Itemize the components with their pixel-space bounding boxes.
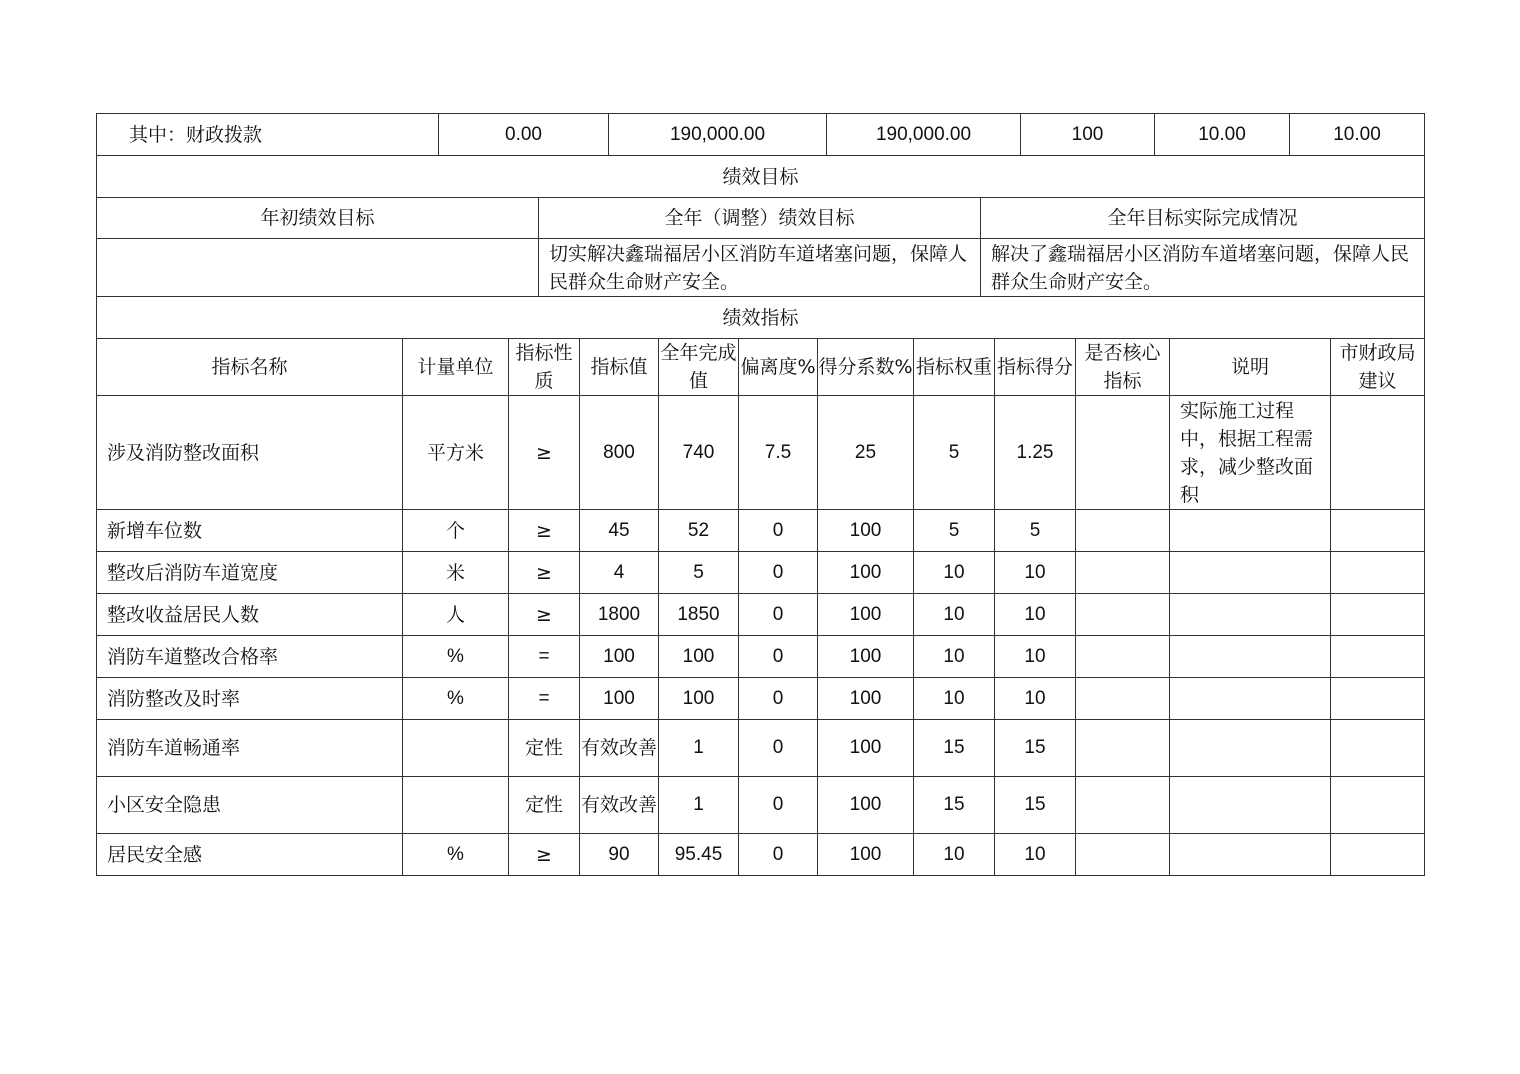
indicator-unit	[403, 777, 509, 834]
indicator-actual: 100	[659, 636, 739, 678]
indicator-score: 10	[995, 552, 1076, 594]
funding-value: 10.00	[1155, 114, 1290, 156]
goals-header-adjusted: 全年（调整）绩效目标	[539, 198, 981, 239]
indicator-deviation: 7.5	[739, 396, 818, 510]
indicator-unit: %	[403, 834, 509, 876]
indicator-nature: 定性	[509, 777, 580, 834]
indicator-name: 消防车道整改合格率	[97, 636, 403, 678]
indicator-deviation: 0	[739, 552, 818, 594]
table-row	[97, 594, 1425, 636]
indicator-coef: 100	[818, 678, 914, 720]
indicator-weight: 5	[914, 510, 995, 552]
indicators-table	[96, 338, 1425, 876]
indicator-actual: 740	[659, 396, 739, 510]
table-row	[97, 720, 1425, 777]
indicator-note	[1170, 594, 1331, 636]
indicators-header-row	[97, 339, 1425, 396]
indicator-name: 小区安全隐患	[97, 777, 403, 834]
indicator-actual: 1	[659, 720, 739, 777]
funding-value: 100	[1021, 114, 1155, 156]
header-actual: 全年完成值	[659, 339, 739, 396]
indicator-deviation: 0	[739, 636, 818, 678]
indicator-name: 整改后消防车道宽度	[97, 552, 403, 594]
indicator-core	[1076, 678, 1170, 720]
header-advice: 市财政局建议	[1331, 339, 1425, 396]
goals-title: 绩效目标	[97, 156, 1425, 198]
indicator-advice	[1331, 636, 1425, 678]
header-nature: 指标性质	[509, 339, 580, 396]
indicator-score: 10	[995, 678, 1076, 720]
indicator-deviation: 0	[739, 777, 818, 834]
indicator-unit: 个	[403, 510, 509, 552]
indicator-coef: 100	[818, 552, 914, 594]
goals-actual: 解决了鑫瑞福居小区消防车道堵塞问题，保障人民群众生命财产安全。	[981, 239, 1425, 297]
indicator-core	[1076, 594, 1170, 636]
indicator-core	[1076, 552, 1170, 594]
funding-label: 其中：财政拨款	[97, 114, 439, 156]
indicator-coef: 100	[818, 834, 914, 876]
table-row	[97, 552, 1425, 594]
indicator-weight: 10	[914, 552, 995, 594]
indicator-weight: 15	[914, 720, 995, 777]
indicator-coef: 100	[818, 636, 914, 678]
indicator-note	[1170, 834, 1331, 876]
header-target: 指标值	[580, 339, 659, 396]
indicator-actual: 95.45	[659, 834, 739, 876]
header-unit: 计量单位	[403, 339, 509, 396]
indicator-unit: %	[403, 678, 509, 720]
indicator-score: 15	[995, 777, 1076, 834]
goals-initial	[97, 239, 539, 297]
indicator-advice	[1331, 510, 1425, 552]
indicator-note	[1170, 636, 1331, 678]
header-deviation: 偏离度%	[739, 339, 818, 396]
indicator-deviation: 0	[739, 720, 818, 777]
indicator-nature: ≥	[509, 510, 580, 552]
funding-row	[97, 114, 1425, 156]
indicator-score: 10	[995, 636, 1076, 678]
indicator-actual: 5	[659, 552, 739, 594]
indicator-advice	[1331, 396, 1425, 510]
indicator-unit: 平方米	[403, 396, 509, 510]
indicator-target: 4	[580, 552, 659, 594]
indicator-coef: 100	[818, 777, 914, 834]
indicator-name: 整改收益居民人数	[97, 594, 403, 636]
indicator-coef: 100	[818, 720, 914, 777]
indicator-target: 1800	[580, 594, 659, 636]
indicator-target: 800	[580, 396, 659, 510]
table-row	[97, 396, 1425, 510]
indicator-nature: 定性	[509, 720, 580, 777]
indicator-note	[1170, 720, 1331, 777]
indicator-nature: =	[509, 678, 580, 720]
indicator-actual: 1	[659, 777, 739, 834]
table-row	[97, 777, 1425, 834]
indicator-weight: 10	[914, 834, 995, 876]
indicator-note: 实际施工过程中，根据工程需求，减少整改面积	[1170, 396, 1331, 510]
goals-adjusted: 切实解决鑫瑞福居小区消防车道堵塞问题，保障人民群众生命财产安全。	[539, 239, 981, 297]
indicator-advice	[1331, 720, 1425, 777]
indicator-score: 10	[995, 834, 1076, 876]
indicator-weight: 5	[914, 396, 995, 510]
indicator-note	[1170, 678, 1331, 720]
indicators-title: 绩效指标	[97, 297, 1425, 339]
header-note: 说明	[1170, 339, 1331, 396]
funding-value: 10.00	[1290, 114, 1425, 156]
indicator-nature: ≥	[509, 552, 580, 594]
indicator-coef: 25	[818, 396, 914, 510]
indicator-nature: ≥	[509, 594, 580, 636]
indicator-name: 涉及消防整改面积	[97, 396, 403, 510]
indicator-unit	[403, 720, 509, 777]
indicator-advice	[1331, 834, 1425, 876]
indicator-name: 消防整改及时率	[97, 678, 403, 720]
indicator-target: 有效改善	[580, 720, 659, 777]
funding-table	[96, 113, 1425, 156]
indicator-score: 1.25	[995, 396, 1076, 510]
indicator-core	[1076, 777, 1170, 834]
table-row	[97, 510, 1425, 552]
indicator-name: 新增车位数	[97, 510, 403, 552]
indicator-note	[1170, 777, 1331, 834]
indicator-nature: ≥	[509, 834, 580, 876]
indicator-weight: 10	[914, 678, 995, 720]
indicator-weight: 15	[914, 777, 995, 834]
indicator-score: 5	[995, 510, 1076, 552]
indicator-nature: =	[509, 636, 580, 678]
funding-value: 190,000.00	[609, 114, 827, 156]
indicator-actual: 1850	[659, 594, 739, 636]
indicator-core	[1076, 510, 1170, 552]
header-core: 是否核心指标	[1076, 339, 1170, 396]
table-row	[97, 636, 1425, 678]
indicator-target: 90	[580, 834, 659, 876]
indicator-name: 居民安全感	[97, 834, 403, 876]
indicator-unit: %	[403, 636, 509, 678]
funding-value: 190,000.00	[827, 114, 1021, 156]
indicator-score: 10	[995, 594, 1076, 636]
indicator-deviation: 0	[739, 834, 818, 876]
goals-header-actual: 全年目标实际完成情况	[981, 198, 1425, 239]
indicator-target: 100	[580, 678, 659, 720]
indicator-actual: 52	[659, 510, 739, 552]
indicator-nature: ≥	[509, 396, 580, 510]
goals-header-initial: 年初绩效目标	[97, 198, 539, 239]
table-row	[97, 834, 1425, 876]
indicator-target: 45	[580, 510, 659, 552]
indicator-unit: 人	[403, 594, 509, 636]
indicator-score: 15	[995, 720, 1076, 777]
indicator-target: 有效改善	[580, 777, 659, 834]
indicator-name: 消防车道畅通率	[97, 720, 403, 777]
indicator-coef: 100	[818, 510, 914, 552]
indicator-actual: 100	[659, 678, 739, 720]
header-coef: 得分系数%	[818, 339, 914, 396]
indicator-target: 100	[580, 636, 659, 678]
indicator-core	[1076, 834, 1170, 876]
indicator-deviation: 0	[739, 678, 818, 720]
indicator-weight: 10	[914, 594, 995, 636]
header-name: 指标名称	[97, 339, 403, 396]
table-row	[97, 678, 1425, 720]
indicator-core	[1076, 720, 1170, 777]
indicator-note	[1170, 510, 1331, 552]
indicator-core	[1076, 396, 1170, 510]
indicator-deviation: 0	[739, 594, 818, 636]
indicator-core	[1076, 636, 1170, 678]
header-weight: 指标权重	[914, 339, 995, 396]
indicator-advice	[1331, 777, 1425, 834]
indicator-note	[1170, 552, 1331, 594]
indicator-weight: 10	[914, 636, 995, 678]
goals-table	[96, 155, 1425, 339]
indicator-unit: 米	[403, 552, 509, 594]
indicator-advice	[1331, 594, 1425, 636]
indicator-advice	[1331, 552, 1425, 594]
indicator-advice	[1331, 678, 1425, 720]
indicator-deviation: 0	[739, 510, 818, 552]
header-score: 指标得分	[995, 339, 1076, 396]
indicator-coef: 100	[818, 594, 914, 636]
funding-value: 0.00	[439, 114, 609, 156]
